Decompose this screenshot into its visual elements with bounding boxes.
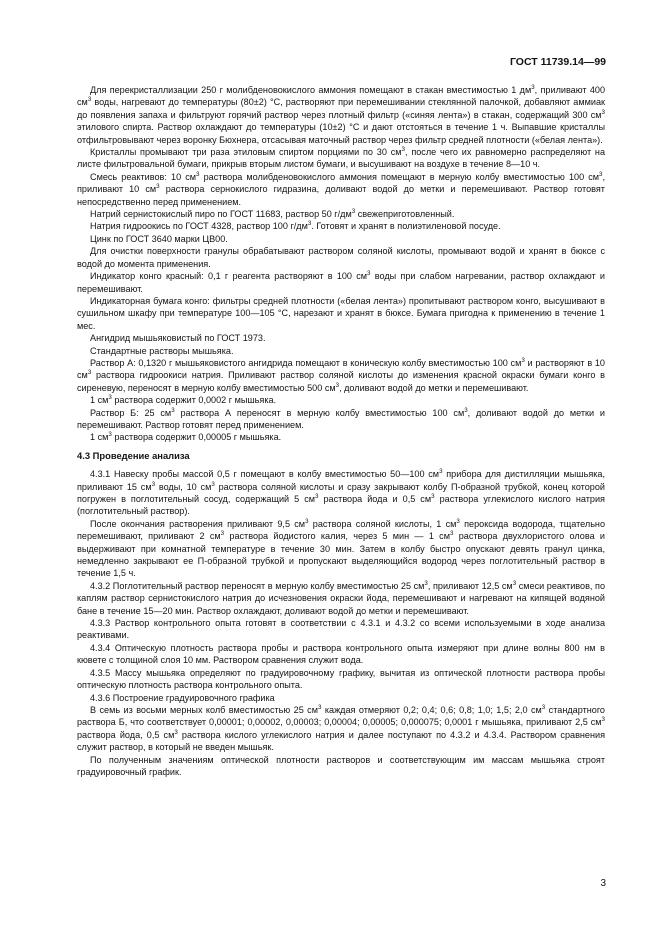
superscript: 3 (431, 493, 435, 500)
superscript: 3 (220, 530, 225, 538)
text-run: раствора йода и 0,5 см (318, 494, 432, 504)
paragraph (77, 617, 605, 642)
section-title: 4.3 Проведение анализа (77, 449, 190, 461)
text-run: раствора молибденовокислого аммония помещают в мерную колбу вместимостью 100 см (199, 171, 600, 182)
text-run: пероксида водорода, тщательно перемешивают, приливают 2 см (77, 518, 606, 542)
text-run: 4.3.5 Массу мышьяка определяют по градуировочному графику, вычитая из оптической плотности раствора пробы оптическую плотность раствора контрольного опыта. (77, 667, 605, 691)
text-run: прибора для дистилляции мышьяка, приливают 15 см (77, 469, 605, 492)
text-run: Натрий сернистокислый пиро по ГОСТ 11683, раствор 50 г/дм (90, 209, 352, 220)
superscript: 3 (108, 431, 112, 439)
text-run: смеси реактивов, по каплям раствор сернистокислого натрия до исчезновения окраски йода, перемешивают и нагревают на кипящей водяной бане в течение 15—20 мин. Раствор охлаждают, доливают водой до метки и перемешивают. (77, 580, 606, 616)
text-run: воды при слабом нагревании, раствор охлаждают и перемешивают. (77, 271, 605, 294)
text-run: Индикаторная бумага конго: фильтры средней плотности («белая лента») пропитывают раствором конго, высушивают в сушильном шкафу при температуре 100—105 °С, нарезают и хранят в бюксе. Бумага пригодна к применению в течение 1 мес. (77, 295, 605, 331)
superscript: 3 (351, 208, 356, 216)
text-run: 1 см (90, 395, 109, 406)
superscript: 3 (317, 703, 322, 711)
paragraph (77, 394, 605, 406)
analysis-text (77, 468, 605, 778)
superscript: 3 (305, 517, 309, 525)
text-run: Раствор Б: 25 см (90, 407, 172, 418)
paragraph (77, 220, 605, 232)
text-run: раствора содержит 0,0002 г мышьяка. (111, 395, 277, 406)
text-run: свежеприготовленный. (355, 209, 455, 220)
paragraph (77, 407, 605, 432)
text-run: раствора сернокислого гидразина, доливают водой до метки и перемешивают. Раствор готовят непосредственно перед применением. (77, 184, 605, 207)
paragraph (77, 270, 605, 295)
text-run: раствора А переносят в мерную колбу вместимостью 100 см (174, 407, 465, 418)
text-run: Для перекристаллизации 250 г молибденовокислого аммония помещают в стакан вместимостью 1 дм (90, 85, 532, 95)
paragraph (77, 642, 605, 667)
superscript: 3 (87, 96, 92, 104)
text-run: Для очистки поверхности гранулы обрабатывают раствором соляной кислоты, промывают водой и хранят в бюксе с водой до момента применения. (77, 246, 605, 269)
superscript: 3 (601, 716, 605, 724)
superscript: 3 (541, 703, 546, 711)
superscript: 3 (464, 406, 468, 414)
reagents-text (77, 84, 605, 444)
superscript: 3 (401, 146, 405, 154)
text-run: , приливают 400 см (77, 85, 605, 108)
text-run: . Готовят и хранят в полиэтиленовой посуде. (311, 221, 501, 232)
text-run: раствора кислого углекислого натрия и далее поступают по 4.3.2 и 4.3.4. Раствором сравнения служит раствор, в который не введен мышьяк. (77, 729, 606, 753)
paragraph (77, 345, 605, 357)
text-run: Натрия гидроокись по ГОСТ 4328, раствор 100 г/дм (90, 221, 308, 232)
paragraph (77, 468, 605, 518)
text-run: Стандартные растворы мышьяка. (90, 345, 234, 356)
text-run: стандартного раствора Б, что соответствует 0,00001; 0,00002, 0,00003; 0,00004; 0,00005; 0,000075; 0,0001 г мышьяка, приливают 2,5 см (77, 704, 605, 728)
text-run: этилового спирта. Раствор охлаждают до температуры (10±2) °С и дают отстояться в течение 1 ч. Выпавшие кристаллы отфильтровывают через воронку Бюхнера, отсасывая маточный раствор через фильтр средней плотности («белая лента»). (77, 122, 605, 145)
text-run: Цинк по ГОСТ 3640 марки ЦВ00. (90, 233, 228, 244)
superscript: 3 (156, 183, 160, 191)
document-header: ГОСТ 11739.14—99 (509, 56, 606, 68)
text-run: 4.3.2 Поглотительный раствор переносят в мерную колбу вместимостью 25 см (90, 580, 425, 591)
superscript: 3 (87, 369, 92, 377)
superscript: 3 (456, 517, 460, 525)
paragraph (77, 431, 605, 443)
superscript: 3 (512, 579, 517, 587)
superscript: 3 (307, 220, 312, 228)
superscript: 3 (211, 480, 215, 488)
text-run: раствора соляной кислоты, 1 см (308, 518, 457, 529)
text-run: 4.3.3 Раствор контрольного опыта готовят в соответствии с 4.3.1 и 4.3.2 со всеми используемыми в ходе анализа реактивами. (77, 618, 605, 641)
text-run: раствора двухлористого олова и выдерживают при комнатной температуре в течение 30 мин. Затем в колбу быстро опускают девять гранул цинка, немедленно закрывают ее П-образной трубкой и пропускают выделяющийся водород через поглотительный раствор в течение 1,5 ч. (77, 531, 605, 579)
superscript: 3 (521, 356, 525, 364)
superscript: 3 (531, 84, 535, 91)
paragraph (77, 692, 605, 704)
superscript: 3 (108, 394, 112, 402)
superscript: 3 (171, 406, 175, 414)
text-run: Индикатор конго красный: 0,1 г реагента растворяют в 100 см (90, 271, 368, 282)
superscript: 3 (367, 270, 371, 278)
paragraph (77, 245, 605, 270)
text-run: Смесь реактивов: 10 см (90, 171, 197, 182)
text-run: , приливают 10 см (77, 171, 606, 195)
paragraph (77, 84, 605, 146)
text-run: воды, 10 см (155, 481, 212, 492)
document-body (77, 84, 605, 778)
paragraph (77, 754, 605, 779)
superscript: 3 (449, 530, 454, 538)
text-run: , приливают 12,5 см (427, 580, 513, 591)
paragraph (77, 357, 605, 394)
paragraph (77, 667, 605, 692)
paragraph (77, 332, 605, 344)
superscript: 3 (424, 579, 428, 587)
text-run: , доливают водой до метки и перемешивают. Раствор готовят перед применением. (77, 407, 605, 430)
text-run: раствора углекислого кислого натрия (поглотительный раствор). (77, 494, 605, 517)
superscript: 3 (151, 480, 156, 488)
text-run: , доливают водой до метки и перемешивают. (339, 382, 529, 393)
paragraph (77, 146, 605, 171)
text-run: 4.3.4 Оптическую плотность раствора пробы и раствора контрольного опыта измеряют при длине волны 800 нм в кювете с толщиной слоя 10 мм. Раствором сравнения служит вода. (77, 642, 605, 666)
paragraph (77, 171, 605, 208)
text-run: каждая отмеряют 0,2; 0,4; 0,6; 0,8; 1,0; 1,5; 2,0 см (321, 704, 542, 715)
text-run: Раствор А: 0,1320 г мышьяковистого ангидрида помещают в коническую колбу вместимостью 100 см (90, 357, 522, 368)
paragraph (77, 233, 605, 245)
superscript: 3 (439, 468, 443, 476)
superscript: 3 (601, 108, 605, 116)
paragraph (77, 208, 605, 220)
text-run: раствора йода, 0,5 см (77, 729, 175, 740)
superscript: 3 (196, 170, 200, 178)
text-run: раствора соляной кислоты и сразу закрывают колбу П-образной трубкой, конец которой погружен в поглотительный сосуд, содержащий 5 см (77, 481, 605, 504)
text-run: , после чего их равномерно распределяют на листе фильтровальной бумаги, прикрыв вторым листом бумаги, и высушивают на воздухе в течение 8—10 ч. (77, 147, 605, 170)
text-run: и растворяют в 10 см (77, 357, 605, 381)
paragraph (77, 704, 605, 754)
text-run: После окончания растворения приливают 9,5 см (90, 518, 306, 529)
paragraph (77, 518, 605, 580)
text-run: 4.3.6 Построение градуировочного графика (90, 692, 275, 703)
text-run: воды, нагревают до температуры (80±2) °С, растворяют при перемешивании стеклянной палочкой, добавляют аммиак до появления запаха и фильтруют горячий раствор через плотный фильтр («синяя лента») в стакан, содержащий 300 см (77, 97, 605, 120)
text-run: 4.3.1 Навеску пробы массой 0,5 г помещают в колбу вместимостью 50—100 см (90, 469, 440, 480)
text-run: раствора йодистого калия, через 5 мин — 1 см (224, 531, 450, 542)
text-run: раствора содержит 0,00005 г мышьяка. (111, 432, 282, 443)
paragraph (77, 580, 605, 617)
superscript: 3 (174, 728, 178, 736)
text-run: раствора гидроокиси натрия. Приливают раствор соляной кислоты до изменения красной окраски бумаги конго в сиреневую, переносят в мерную колбу вместимостью 500 см (77, 370, 605, 393)
superscript: 3 (335, 381, 340, 389)
superscript: 3 (599, 170, 603, 178)
superscript: 3 (315, 493, 319, 500)
text-run: Кристаллы промывают три раза этиловым спиртом порциями по 30 см (90, 147, 402, 158)
text-run: 1 см (90, 432, 109, 443)
text-run: По полученным значениям оптической плотности растворов и соответствующим им массам мышьяка строят градуировочный график. (77, 754, 605, 777)
page-number: 3 (600, 878, 606, 889)
text-run: Ангидрид мышьяковистый по ГОСТ 1973. (90, 333, 266, 344)
text-run: В семь из восьми мерных колб вместимостью 25 см (90, 704, 318, 715)
paragraph (77, 295, 605, 332)
